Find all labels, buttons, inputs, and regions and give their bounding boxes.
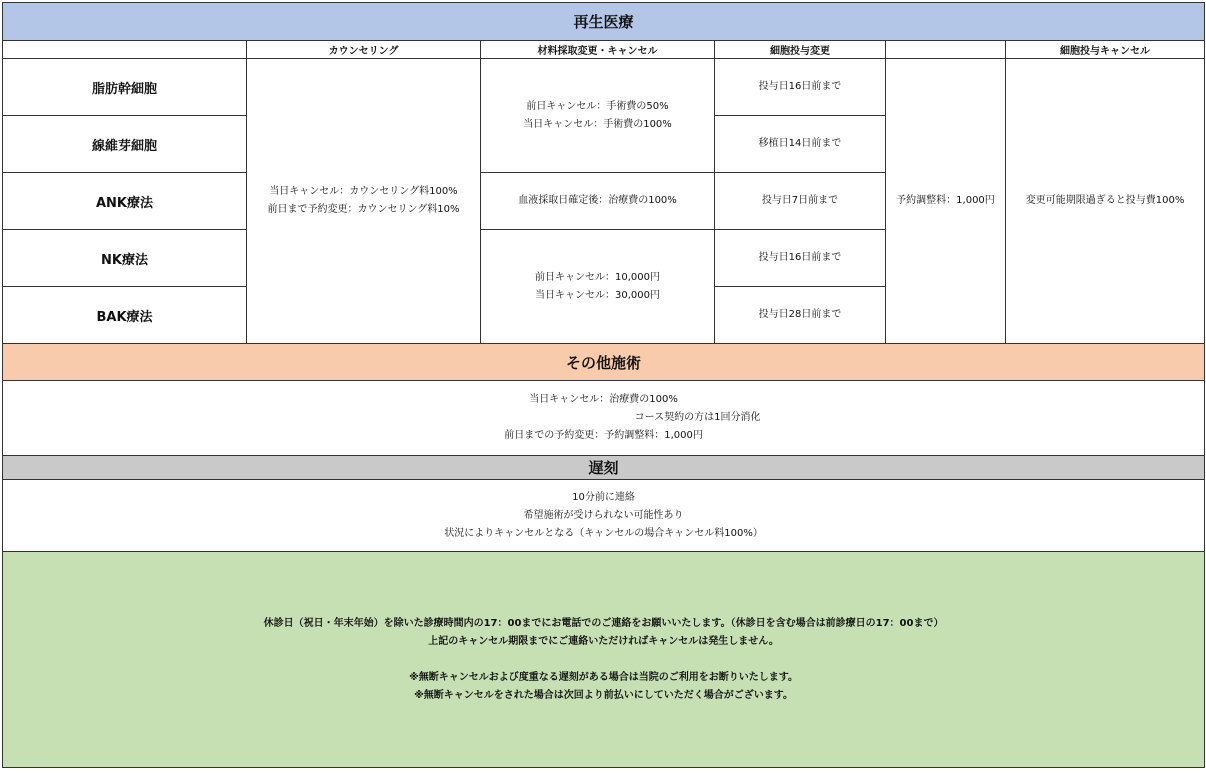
material-line: 前日キャンセル：手術費の50% — [526, 100, 669, 112]
dose-cancel-policy: 変更可能期限過ぎると投与費100% — [1006, 59, 1205, 344]
header-adjust — [886, 41, 1006, 59]
counseling-policy — [247, 59, 481, 344]
notice-line: ※無断キャンセルをされた場合は次回より前払いにしていただく場合がございます。 — [414, 689, 793, 701]
late-line: 10分前に連絡 — [572, 491, 635, 503]
other-policy — [3, 381, 1205, 456]
counseling-line: 前日まで予約変更：カウンセリング料10% — [267, 204, 460, 215]
other-line: コース契約の方は1回分消化 — [634, 412, 761, 423]
material-policy-cell-group1 — [481, 59, 715, 173]
regen-section-title: 再生医療 — [3, 3, 1205, 41]
material-line: 当日キャンセル：手術費の100% — [523, 118, 672, 130]
other-section-title: その他施術 — [3, 344, 1205, 381]
dose-change-deadline: 移植日14日前まで — [715, 116, 886, 173]
header-counseling: カウンセリング — [247, 41, 481, 59]
late-policy — [3, 480, 1205, 552]
header-material-change: 材料採取変更・キャンセル — [481, 41, 715, 59]
material-line: 前日キャンセル：10,000円 — [535, 271, 660, 283]
counseling-line: 当日キャンセル：カウンセリング料100% — [269, 186, 458, 197]
notice-line: 上記のキャンセル期限までにご連絡いただければキャンセルは発生しません。 — [428, 635, 779, 647]
treatment-name: 線維芽細胞 — [3, 116, 247, 173]
dose-change-deadline: 投与日16日前まで — [715, 230, 886, 287]
dose-change-deadline: 投与日7日前まで — [715, 173, 886, 230]
dose-change-deadline: 投与日28日前まで — [715, 287, 886, 344]
treatment-name: BAK療法 — [3, 287, 247, 344]
cancellation-policy-sheet — [2, 2, 1204, 768]
header-dose-cancel: 細胞投与キャンセル — [1006, 41, 1205, 59]
adjust-fee: 予約調整料：1,000円 — [886, 59, 1006, 344]
notice-line: 休診日（祝日・年末年始）を除いた診療時間内の17：00までにお電話でのご連絡をお願いいたします。（休診日を含む場合は前診療日の17：00まで） — [263, 617, 944, 629]
table-row — [3, 59, 1205, 116]
regen-header-row — [3, 41, 1205, 59]
late-line: 希望施術が受けられない可能性あり — [523, 509, 684, 521]
notice-line: ※無断キャンセルおよび度重なる遅刻がある場合は当院のご利用をお断りいたします。 — [409, 671, 798, 683]
material-policy-ank: 血液採取日確定後：治療費の100% — [481, 173, 715, 230]
material-line: 当日キャンセル：30,000円 — [535, 289, 660, 301]
treatment-name: 脂肪幹細胞 — [3, 59, 247, 116]
notice-spacer — [3, 651, 1204, 669]
cancellation-policy-table — [2, 2, 1205, 768]
dose-change-deadline: 投与日16日前まで — [715, 59, 886, 116]
header-blank — [3, 41, 247, 59]
other-line: 当日キャンセル：治療費の100% — [529, 394, 678, 405]
other-line: 前日までの予約変更：予約調整料：1,000円 — [504, 430, 703, 441]
material-policy-cell-group2 — [481, 230, 715, 344]
treatment-name: NK療法 — [3, 230, 247, 287]
header-dose-change: 細胞投与変更 — [715, 41, 886, 59]
late-section-title: 遅刻 — [3, 456, 1205, 480]
late-line: 状況によりキャンセルとなる（キャンセルの場合キャンセル料100%） — [444, 527, 763, 539]
treatment-name: ANK療法 — [3, 173, 247, 230]
contact-notice — [3, 552, 1205, 768]
